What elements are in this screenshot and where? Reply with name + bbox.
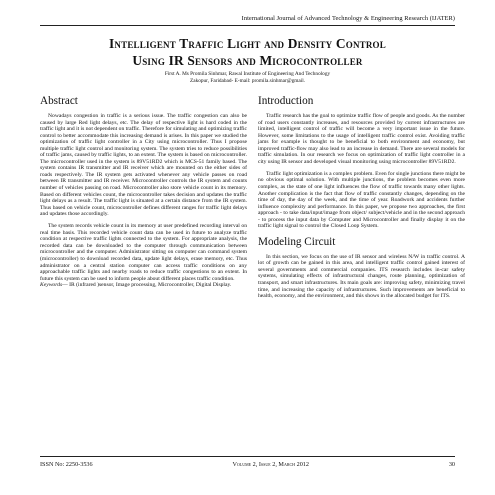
- volume-issue: Volume 2, Issue 2, March 2012: [232, 461, 309, 468]
- header-rule: [40, 25, 455, 26]
- footer-rule: [40, 456, 455, 457]
- page-footer: [40, 461, 455, 468]
- introduction-paragraph-2: Traffic light optimization is a complex problem. Even for single junctions there might be no obvious optimal solution. With multiple junctions, the problem becomes even more complex, as the state of one light influences the flow of traffic towards many other lights. Another complication is the fact that flow of traffic constantly changes, depending on the time of day, the day of the week, and the time of year. Roadwork and accidents further influence complexity and performance. In this paper, we propose two approaches, the first approach - to take data/input/image from object/ subject/vehicle and in the second approach - to process the input data by Computer and Microcontroller and finally display it on the traffic light signal to control the Closed Loop System.: [258, 170, 465, 230]
- introduction-heading: Introduction: [258, 95, 314, 107]
- keywords-label: Keywords: [40, 282, 63, 289]
- abstract-paragraph-2: The system records vehicle count in its memory at user predefined recording interval on real time basis. This recorded vehicle count data can be used in future to analyze traffic condition at respective traffic lights connected to the system. For appropriate analysis, the recorded data can be downloaded to the computer through communication between microcontroller and the computer. Administrator sitting on computer can command system (microcontroller) to download recorded data, update light delays, erase memory, etc. Thus administrator on a central station computer can access traffic conditions on any approachable traffic lights and nearby roads to reduce traffic congestions to an extent. In future this system can be used to inform people about different places traffic condition.: [40, 223, 247, 282]
- paper-title: [40, 36, 455, 69]
- author-line-2: Zakopur, Faridabad- E-mail: promila.sinhmar@gmail.: [190, 77, 305, 84]
- title-line-2: Using IR Sensors and Microcontroller: [132, 52, 363, 68]
- left-column: [40, 95, 247, 289]
- abstract-paragraph-1: Nowadays congestion in traffic is a serious issue. The traffic congestion can also be caused by large Red light delays, etc. The delay of respective light is hard coded in the traffic light and it is not dependent on traffic. Therefore for simulating and optimizing traffic control to better accommodate this increasing demand is arises. In this paper we studied the optimization of traffic light controller in a City using microcontroller. Thus I propose multiple traffic light control and monitoring system. The system tries to reduce possibilities of traffic jams, caused by traffic lights, to an extent. The system is based on microcontroller. The microcontroller used in the system is 89V51RD2 which is MCS-51 family based. The system contains IR transmitter and IR receiver which are mounted on the either sides of roads respectively. The IR system gets activated whenever any vehicle passes on road between IR transmitter and IR receiver. Microcontroller controls the IR system and counts number of vehicles passing on road. Microcontroller also store vehicle count in its memory. Based on different vehicles count, the microcontroller takes decision and updates the traffic light delays as a result. The traffic light is situated at a certain distance from the IR system. Thus based on vehicle count, microcontroller defines different ranges for traffic light delays and updates those accordingly.: [40, 113, 247, 218]
- issn: ISSN No: 2250-3536: [40, 461, 93, 468]
- modeling-heading: Modeling Circuit: [258, 235, 336, 248]
- page-number: 30: [448, 461, 455, 468]
- keywords: [40, 282, 247, 289]
- introduction-paragraph-1: Traffic research has the goal to optimize traffic flow of people and goods. As the number of road users constantly increases, and resources provided by current infrastructures are limited, intelligent control of traffic will become a very important issue in the future. However, some limitations to the usage of intelligent traffic control exist. Avoiding traffic jams for example is thought to be beneficial to both environment and economy, but improved traffic-flow may also lead to an increase in demand. There are several models for traffic simulation. In our research we focus on optimization of traffic light controller in a city using IR sensor and developed visual monitoring using microcontroller 89V51RD2.: [258, 113, 465, 165]
- author-line-1: First A. Ms Promila Sinhmar, Rawal Institute of Engineering And Technology: [164, 71, 331, 77]
- author-block: [40, 71, 455, 84]
- right-column: [258, 95, 465, 300]
- title-line-1: Intelligent Traffic Light and Density Control: [109, 36, 386, 51]
- keywords-text: — IR (infrared )sensor, Image processing, Microcontroller, Digital Display.: [62, 282, 232, 289]
- abstract-heading: Abstract: [40, 95, 78, 107]
- journal-header: International Journal of Advanced Technology & Engineering Research (IJATER): [241, 15, 455, 22]
- modeling-paragraph-1: In this section, we focus on the use of IR sensor and wireless N/W in traffic control. A lot of growth can be gained in this area, and intelligent traffic control gained interest of several governments and commercial companies. ITS research includes in-car safety systems, simulating effects of infrastructural changes, route planning, optimization of transport, and smart infrastructures. Its main goals are: improving safety, minimizing travel time, and increasing the capacity of infrastructures. Such improvements are beneficial to health, economy, and the environment, and this shows in the allocated budget for ITS.: [258, 253, 465, 300]
